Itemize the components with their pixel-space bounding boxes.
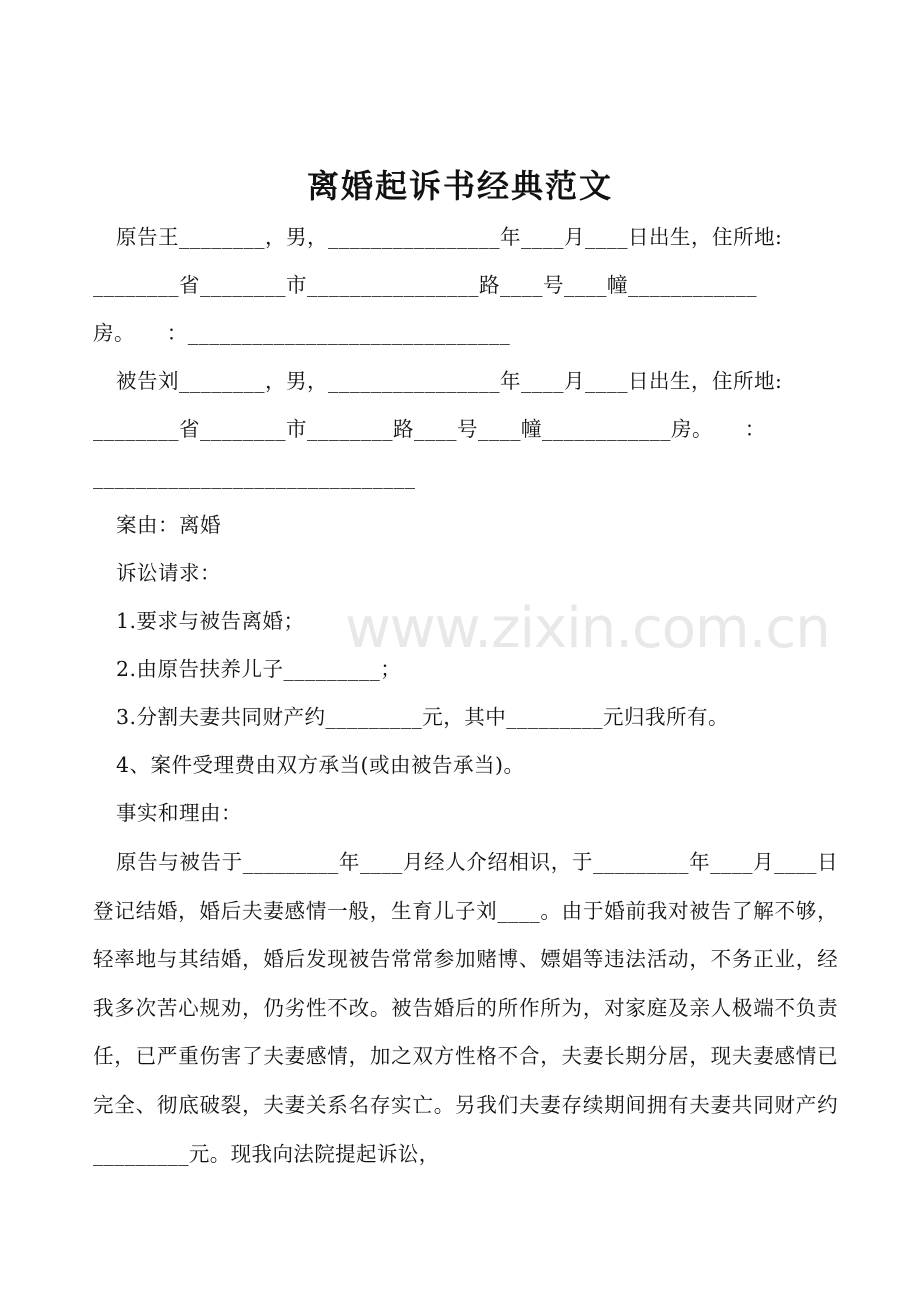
claims-heading: 诉讼请求： [116, 561, 221, 585]
watermark: www.zixin.com.cn [345, 596, 830, 661]
claim-item: 3.分割夫妻共同财产约_________元，其中_________元归我所有。 [116, 705, 730, 729]
claim-item: 1.要求与被告离婚； [116, 609, 305, 633]
defendant-line-2: ________省________市________路____号____幢____________房。 ： [93, 417, 766, 441]
plaintiff-line-1: 原告王________，男，________________年____月____日出生，住所地: [116, 225, 783, 249]
claim-item: 4、案件受理费由双方承当(或由被告承当)。 [116, 753, 525, 777]
claim-item: 2.由原告扶养儿子_________； [116, 657, 402, 681]
facts-heading: 事实和理由： [116, 801, 242, 825]
defendant-line-3: ______________________________ [93, 465, 416, 489]
facts-paragraph: 原告与被告于_________年____月经人介绍相识，于_________年____月____日登记结婚，婚后夫妻感情一般，生育儿子刘____。由于婚前我对被告了解不够，轻率地与其结婚，婚后发现被告常常参加赌博、嫖娼等违法活动，不务正业，经我多次苦心规劝，仍劣性不改。被告婚后的所作所为，对家庭及亲人极端不负责任，已严重伤害了夫妻感情，加之双方性格不合，夫妻长期分居，现夫妻感情已完全、彻底破裂，夫妻关系名存实亡。另我们夫妻存续期间拥有夫妻共同财产约_________元。现我向法院提起诉讼， [93, 850, 838, 1166]
cause-of-action: 案由：离婚 [116, 513, 221, 537]
plaintiff-line-3: 房。 ：______________________________ [93, 321, 511, 345]
defendant-line-1: 被告刘________，男，________________年____月____日出生，住所地: [116, 369, 783, 393]
document-title: 离婚起诉书经典范文 [306, 167, 613, 205]
plaintiff-line-2: ________省________市________________路____号____幢____________ [93, 273, 757, 297]
